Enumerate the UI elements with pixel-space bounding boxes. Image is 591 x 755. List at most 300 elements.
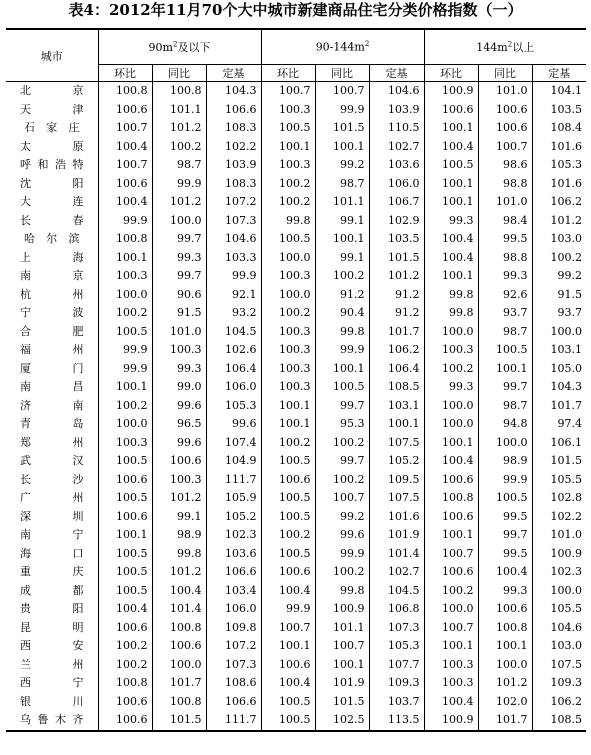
index-value: 100.7 bbox=[424, 619, 478, 638]
index-value: 100.5 bbox=[261, 711, 315, 731]
index-value: 103.6 bbox=[369, 156, 424, 175]
index-value: 100.2 bbox=[98, 656, 152, 675]
index-value: 102.3 bbox=[532, 563, 586, 582]
index-value: 100.6 bbox=[424, 101, 478, 120]
index-value: 111.7 bbox=[206, 711, 261, 731]
index-value: 100.2 bbox=[315, 267, 369, 286]
city-name bbox=[6, 101, 98, 120]
index-value: 107.5 bbox=[369, 489, 424, 508]
index-value: 104.5 bbox=[206, 323, 261, 342]
index-value: 100.1 bbox=[478, 360, 532, 379]
city-name bbox=[6, 212, 98, 231]
index-value: 98.9 bbox=[152, 526, 206, 545]
index-value: 99.7 bbox=[152, 230, 206, 249]
index-value: 99.2 bbox=[315, 508, 369, 527]
group-header-large: $144m^2$以上 bbox=[424, 29, 586, 65]
city-label: 杭州 bbox=[20, 287, 84, 301]
index-value: 101.0 bbox=[478, 193, 532, 212]
index-value: 100.1 bbox=[98, 526, 152, 545]
index-value: 100.1 bbox=[315, 656, 369, 675]
index-value: 92.6 bbox=[478, 286, 532, 305]
index-value: 98.7 bbox=[478, 323, 532, 342]
city-label: 深圳 bbox=[20, 509, 84, 523]
city-name bbox=[6, 249, 98, 268]
city-label: 哈尔滨 bbox=[24, 232, 80, 245]
sub-header: 同比 bbox=[152, 65, 206, 82]
index-value: 102.6 bbox=[206, 341, 261, 360]
index-value: 100.6 bbox=[98, 619, 152, 638]
index-value: 100.1 bbox=[261, 397, 315, 416]
city-label: 呼和浩特 bbox=[20, 158, 84, 171]
index-value: 106.6 bbox=[206, 101, 261, 120]
city-name bbox=[6, 175, 98, 194]
index-value: 100.2 bbox=[532, 249, 586, 268]
index-value: 105.9 bbox=[206, 489, 261, 508]
table-row bbox=[6, 341, 586, 360]
index-value: 101.5 bbox=[532, 452, 586, 471]
index-value: 100.1 bbox=[424, 267, 478, 286]
index-value: 99.5 bbox=[478, 508, 532, 527]
index-value: 100.7 bbox=[261, 619, 315, 638]
index-value: 100.1 bbox=[424, 637, 478, 656]
index-value: 100.9 bbox=[424, 711, 478, 731]
index-value: 99.8 bbox=[424, 286, 478, 305]
index-value: 97.4 bbox=[532, 415, 586, 434]
city-label: 南京 bbox=[20, 269, 84, 282]
index-value: 100.3 bbox=[261, 341, 315, 360]
index-value: 101.5 bbox=[315, 119, 369, 138]
index-value: 100.6 bbox=[261, 563, 315, 582]
index-value: 100.4 bbox=[98, 193, 152, 212]
index-value: 99.6 bbox=[315, 526, 369, 545]
index-value: 100.2 bbox=[261, 193, 315, 212]
index-value: 101.2 bbox=[152, 193, 206, 212]
index-value: 100.5 bbox=[261, 508, 315, 527]
index-value: 101.4 bbox=[369, 545, 424, 564]
table-row bbox=[6, 508, 586, 527]
table-row bbox=[6, 600, 586, 619]
index-value: 103.7 bbox=[369, 693, 424, 712]
city-label: 南宁 bbox=[20, 528, 84, 541]
index-value: 99.3 bbox=[478, 582, 532, 601]
table-row bbox=[6, 193, 586, 212]
city-label: 青岛 bbox=[20, 417, 84, 430]
index-value: 100.5 bbox=[261, 693, 315, 712]
index-value: 99.1 bbox=[315, 249, 369, 268]
index-value: 101.7 bbox=[369, 323, 424, 342]
index-value: 102.7 bbox=[369, 563, 424, 582]
index-value: 100.5 bbox=[315, 378, 369, 397]
index-value: 99.1 bbox=[152, 508, 206, 527]
index-value: 105.0 bbox=[532, 360, 586, 379]
index-value: 96.5 bbox=[152, 415, 206, 434]
index-value: 100.0 bbox=[532, 323, 586, 342]
index-value: 90.4 bbox=[315, 304, 369, 323]
index-value: 100.5 bbox=[478, 489, 532, 508]
table-row bbox=[6, 489, 586, 508]
city-label: 西安 bbox=[20, 639, 84, 652]
index-value: 100.1 bbox=[315, 360, 369, 379]
city-label: 大连 bbox=[20, 195, 84, 208]
index-value: 100.7 bbox=[315, 82, 369, 101]
index-value: 100.1 bbox=[478, 637, 532, 656]
index-value: 103.5 bbox=[369, 230, 424, 249]
index-value: 100.1 bbox=[369, 415, 424, 434]
index-value: 106.7 bbox=[369, 193, 424, 212]
index-value: 99.9 bbox=[315, 341, 369, 360]
index-value: 100.9 bbox=[532, 545, 586, 564]
index-value: 103.0 bbox=[532, 637, 586, 656]
city-label: 重庆 bbox=[20, 565, 84, 578]
city-name bbox=[6, 82, 98, 101]
city-label: 太原 bbox=[20, 139, 84, 153]
city-name bbox=[6, 489, 98, 508]
city-name bbox=[6, 323, 98, 342]
city-name bbox=[6, 193, 98, 212]
city-label: 郑州 bbox=[20, 435, 84, 449]
index-value: 107.4 bbox=[206, 434, 261, 453]
table-row bbox=[6, 415, 586, 434]
index-value: 104.1 bbox=[532, 82, 586, 101]
index-value: 100.0 bbox=[478, 434, 532, 453]
index-value: 100.3 bbox=[98, 434, 152, 453]
index-value: 99.6 bbox=[152, 434, 206, 453]
index-value: 101.2 bbox=[152, 489, 206, 508]
index-value: 106.2 bbox=[369, 341, 424, 360]
index-value: 108.3 bbox=[206, 175, 261, 194]
index-value: 99.7 bbox=[478, 526, 532, 545]
index-value: 100.1 bbox=[98, 378, 152, 397]
index-value: 100.2 bbox=[261, 526, 315, 545]
index-value: 102.2 bbox=[206, 138, 261, 157]
city-label: 福州 bbox=[20, 343, 84, 356]
index-value: 99.5 bbox=[478, 545, 532, 564]
city-name bbox=[6, 637, 98, 656]
index-value: 100.3 bbox=[261, 360, 315, 379]
index-value: 109.8 bbox=[206, 619, 261, 638]
table-row bbox=[6, 212, 586, 231]
index-value: 99.8 bbox=[152, 545, 206, 564]
index-value: 106.4 bbox=[206, 360, 261, 379]
index-value: 105.5 bbox=[532, 471, 586, 490]
index-value: 98.9 bbox=[478, 452, 532, 471]
index-value: 102.9 bbox=[369, 212, 424, 231]
index-value: 91.5 bbox=[532, 286, 586, 305]
table-row bbox=[6, 711, 586, 731]
city-name bbox=[6, 582, 98, 601]
index-value: 109.5 bbox=[369, 471, 424, 490]
index-value: 100.6 bbox=[152, 637, 206, 656]
index-value: 99.2 bbox=[532, 267, 586, 286]
index-value: 100.0 bbox=[424, 415, 478, 434]
index-value: 99.3 bbox=[424, 212, 478, 231]
index-value: 100.2 bbox=[261, 175, 315, 194]
index-value: 105.2 bbox=[369, 452, 424, 471]
table-row bbox=[6, 304, 586, 323]
table-row bbox=[6, 637, 586, 656]
index-value: 105.5 bbox=[532, 600, 586, 619]
city-name bbox=[6, 693, 98, 712]
index-value: 101.0 bbox=[478, 82, 532, 101]
index-value: 92.1 bbox=[206, 286, 261, 305]
index-value: 100.1 bbox=[98, 249, 152, 268]
index-value: 94.8 bbox=[478, 415, 532, 434]
index-value: 101.9 bbox=[369, 526, 424, 545]
index-value: 93.7 bbox=[478, 304, 532, 323]
index-value: 101.2 bbox=[478, 674, 532, 693]
city-label: 天津 bbox=[20, 102, 84, 116]
index-value: 106.1 bbox=[532, 434, 586, 453]
city-label: 兰州 bbox=[20, 657, 84, 671]
city-name bbox=[6, 619, 98, 638]
index-value: 100.1 bbox=[315, 230, 369, 249]
index-value: 100.6 bbox=[261, 471, 315, 490]
index-value: 100.9 bbox=[424, 82, 478, 101]
index-value: 99.9 bbox=[206, 267, 261, 286]
city-name bbox=[6, 545, 98, 564]
city-label: 上海 bbox=[20, 250, 84, 264]
index-value: 100.5 bbox=[98, 452, 152, 471]
index-value: 100.5 bbox=[98, 563, 152, 582]
index-value: 100.2 bbox=[261, 304, 315, 323]
index-value: 108.4 bbox=[532, 119, 586, 138]
index-value: 100.3 bbox=[424, 341, 478, 360]
index-value: 99.7 bbox=[315, 397, 369, 416]
index-value: 98.6 bbox=[478, 156, 532, 175]
city-name bbox=[6, 656, 98, 675]
index-value: 101.1 bbox=[152, 101, 206, 120]
index-value: 101.2 bbox=[369, 267, 424, 286]
index-value: 100.0 bbox=[532, 582, 586, 601]
table-row bbox=[6, 267, 586, 286]
sub-header: 定基 bbox=[369, 65, 424, 82]
city-name bbox=[6, 286, 98, 305]
index-value: 106.8 bbox=[369, 600, 424, 619]
sub-header: 环比 bbox=[98, 65, 152, 82]
table-row bbox=[6, 693, 586, 712]
index-value: 100.1 bbox=[261, 637, 315, 656]
city-name bbox=[6, 304, 98, 323]
index-value: 100.6 bbox=[261, 656, 315, 675]
index-value: 99.7 bbox=[478, 378, 532, 397]
table-row bbox=[6, 323, 586, 342]
city-name bbox=[6, 563, 98, 582]
index-value: 91.2 bbox=[369, 286, 424, 305]
index-value: 93.2 bbox=[206, 304, 261, 323]
index-value: 100.2 bbox=[315, 471, 369, 490]
index-value: 100.5 bbox=[261, 119, 315, 138]
index-value: 100.2 bbox=[98, 397, 152, 416]
table-row bbox=[6, 82, 586, 101]
index-value: 108.5 bbox=[369, 378, 424, 397]
index-value: 100.6 bbox=[98, 508, 152, 527]
index-value: 106.6 bbox=[206, 563, 261, 582]
index-value: 99.6 bbox=[206, 415, 261, 434]
index-value: 103.5 bbox=[532, 101, 586, 120]
index-value: 101.6 bbox=[532, 175, 586, 194]
index-value: 111.7 bbox=[206, 471, 261, 490]
index-value: 101.5 bbox=[315, 693, 369, 712]
index-value: 100.5 bbox=[478, 341, 532, 360]
index-value: 100.5 bbox=[98, 545, 152, 564]
index-value: 105.3 bbox=[206, 397, 261, 416]
index-value: 100.6 bbox=[98, 175, 152, 194]
sub-header: 定基 bbox=[206, 65, 261, 82]
index-value: 107.2 bbox=[206, 193, 261, 212]
index-value: 101.0 bbox=[532, 526, 586, 545]
index-value: 102.7 bbox=[369, 138, 424, 157]
index-value: 100.8 bbox=[152, 619, 206, 638]
index-value: 105.3 bbox=[532, 156, 586, 175]
index-value: 108.6 bbox=[206, 674, 261, 693]
city-name bbox=[6, 138, 98, 157]
index-value: 100.7 bbox=[315, 489, 369, 508]
table-header bbox=[6, 29, 586, 82]
index-value: 99.3 bbox=[152, 249, 206, 268]
index-value: 100.1 bbox=[424, 175, 478, 194]
index-value: 100.7 bbox=[261, 82, 315, 101]
index-value: 107.5 bbox=[369, 434, 424, 453]
index-value: 100.3 bbox=[98, 267, 152, 286]
city-label: 南昌 bbox=[20, 380, 84, 393]
index-value: 108.3 bbox=[206, 119, 261, 138]
index-value: 113.5 bbox=[369, 711, 424, 731]
index-value: 99.8 bbox=[261, 212, 315, 231]
index-value: 100.4 bbox=[261, 582, 315, 601]
index-value: 99.9 bbox=[152, 175, 206, 194]
index-value: 99.7 bbox=[152, 267, 206, 286]
index-value: 93.7 bbox=[532, 304, 586, 323]
city-label: 沈阳 bbox=[20, 176, 84, 190]
index-value: 106.6 bbox=[206, 693, 261, 712]
index-value: 100.6 bbox=[424, 471, 478, 490]
index-value: 100.8 bbox=[424, 489, 478, 508]
table-row bbox=[6, 619, 586, 638]
index-value: 100.5 bbox=[98, 582, 152, 601]
index-value: 100.7 bbox=[98, 156, 152, 175]
index-value: 100.3 bbox=[261, 156, 315, 175]
table-row bbox=[6, 563, 586, 582]
index-value: 99.9 bbox=[98, 212, 152, 231]
table-row bbox=[6, 360, 586, 379]
index-value: 98.7 bbox=[478, 397, 532, 416]
city-label: 昆明 bbox=[20, 620, 84, 634]
index-value: 105.2 bbox=[206, 508, 261, 527]
price-index-table bbox=[6, 28, 586, 732]
index-value: 100.4 bbox=[98, 138, 152, 157]
city-label: 西宁 bbox=[20, 676, 84, 689]
index-value: 99.9 bbox=[315, 101, 369, 120]
index-value: 98.4 bbox=[478, 212, 532, 231]
index-value: 100.4 bbox=[98, 600, 152, 619]
index-value: 101.6 bbox=[532, 138, 586, 157]
index-value: 99.2 bbox=[315, 156, 369, 175]
index-value: 101.0 bbox=[152, 323, 206, 342]
index-value: 91.2 bbox=[315, 286, 369, 305]
index-value: 100.8 bbox=[98, 674, 152, 693]
index-value: 106.0 bbox=[206, 378, 261, 397]
table-title: 表4：2012年11月70个大中城市新建商品住宅分类价格指数（一） bbox=[68, 1, 523, 19]
index-value: 100.8 bbox=[98, 82, 152, 101]
index-value: 100.5 bbox=[424, 156, 478, 175]
index-value: 99.0 bbox=[152, 378, 206, 397]
city-label: 银川 bbox=[20, 694, 84, 708]
table-row bbox=[6, 230, 586, 249]
index-value: 99.9 bbox=[98, 341, 152, 360]
index-value: 100.4 bbox=[152, 582, 206, 601]
index-value: 104.3 bbox=[206, 82, 261, 101]
index-value: 101.6 bbox=[369, 508, 424, 527]
city-name bbox=[6, 526, 98, 545]
city-name bbox=[6, 341, 98, 360]
city-name bbox=[6, 119, 98, 138]
index-value: 99.9 bbox=[315, 545, 369, 564]
index-value: 99.1 bbox=[315, 212, 369, 231]
index-value: 104.6 bbox=[369, 82, 424, 101]
city-name bbox=[6, 156, 98, 175]
index-value: 100.5 bbox=[261, 489, 315, 508]
index-value: 100.2 bbox=[424, 582, 478, 601]
group-header-small: $90m^2$及以下 bbox=[98, 29, 261, 65]
index-value: 100.0 bbox=[424, 397, 478, 416]
index-value: 100.6 bbox=[98, 101, 152, 120]
index-value: 100.0 bbox=[478, 656, 532, 675]
table-row bbox=[6, 156, 586, 175]
index-value: 99.8 bbox=[424, 304, 478, 323]
table-row bbox=[6, 545, 586, 564]
table-row bbox=[6, 119, 586, 138]
table-row bbox=[6, 526, 586, 545]
index-value: 101.5 bbox=[369, 249, 424, 268]
index-value: 100.5 bbox=[261, 545, 315, 564]
index-value: 101.1 bbox=[315, 193, 369, 212]
index-value: 100.1 bbox=[424, 193, 478, 212]
index-value: 102.0 bbox=[478, 693, 532, 712]
index-value: 106.0 bbox=[206, 600, 261, 619]
city-label: 北京 bbox=[20, 84, 84, 97]
city-name bbox=[6, 711, 98, 731]
city-name bbox=[6, 600, 98, 619]
index-value: 110.5 bbox=[369, 119, 424, 138]
index-value: 101.2 bbox=[152, 119, 206, 138]
city-column-header: 城市 bbox=[6, 29, 98, 82]
index-value: 100.4 bbox=[424, 230, 478, 249]
index-value: 100.0 bbox=[424, 600, 478, 619]
index-value: 102.5 bbox=[315, 711, 369, 731]
table-body bbox=[6, 82, 586, 731]
index-value: 98.7 bbox=[315, 175, 369, 194]
sub-header: 环比 bbox=[424, 65, 478, 82]
index-value: 101.7 bbox=[478, 711, 532, 731]
index-value: 103.4 bbox=[206, 582, 261, 601]
index-value: 100.8 bbox=[98, 230, 152, 249]
index-value: 100.4 bbox=[478, 563, 532, 582]
index-value: 101.2 bbox=[152, 563, 206, 582]
index-value: 101.5 bbox=[152, 711, 206, 731]
city-name bbox=[6, 360, 98, 379]
index-value: 100.3 bbox=[152, 341, 206, 360]
index-value: 100.2 bbox=[152, 138, 206, 157]
index-value: 91.2 bbox=[369, 304, 424, 323]
index-value: 100.4 bbox=[261, 674, 315, 693]
index-value: 95.3 bbox=[315, 415, 369, 434]
index-value: 100.2 bbox=[98, 637, 152, 656]
table-row bbox=[6, 138, 586, 157]
index-value: 100.7 bbox=[315, 637, 369, 656]
index-value: 91.5 bbox=[152, 304, 206, 323]
index-value: 100.0 bbox=[261, 286, 315, 305]
index-value: 104.3 bbox=[532, 378, 586, 397]
